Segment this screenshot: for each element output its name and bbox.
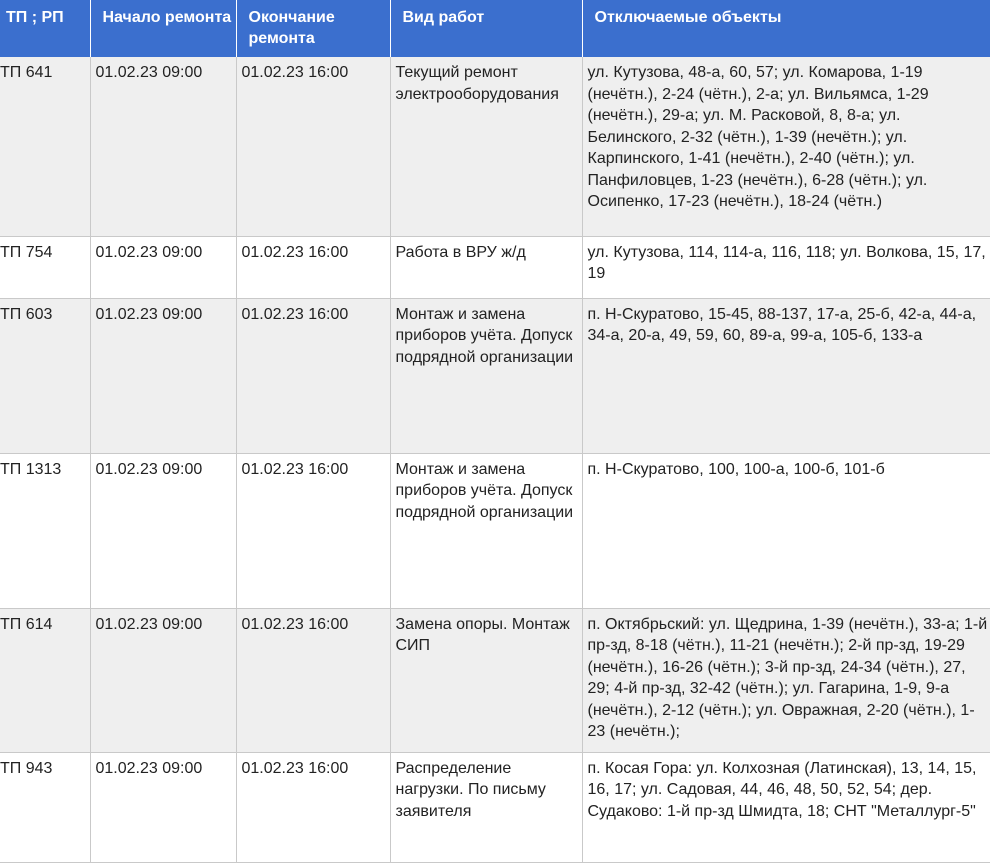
cell-tp: ТП 641 [0,57,90,236]
cell-end: 01.02.23 16:00 [236,608,390,752]
table-row [0,453,990,608]
table-row [0,752,990,862]
table-row [0,57,990,236]
cell-end: 01.02.23 16:00 [236,57,390,236]
cell-work: Распределение нагрузки. По письму заявителя [390,752,582,862]
cell-work: Работа в ВРУ ж/д [390,236,582,298]
table-row [0,236,990,298]
cell-tp: ТП 603 [0,298,90,453]
cell-start: 01.02.23 09:00 [90,298,236,453]
cell-end: 01.02.23 16:00 [236,298,390,453]
cell-objects: п. Октябрьский: ул. Щедрина, 1-39 (нечётн.), 33-а; 1-й пр-зд, 8-18 (чётн.), 11-21 (нечётн.); 2-й пр-зд, 19-29 (нечётн.), 16-26 (чётн.); 3-й пр-зд, 24-34 (чётн.), 27, 29; 4-й пр-зд, 32-42 (чётн.); ул. Гагарина, 1-9, 9-а (нечётн.), 2-12 (чётн.); ул. Овражная, 2-20 (чётн.), 1-23 (нечётн.); [582,608,990,752]
cell-work: Замена опоры. Монтаж СИП [390,608,582,752]
cell-start: 01.02.23 09:00 [90,608,236,752]
cell-work: Монтаж и замена приборов учёта. Допуск подрядной организации [390,298,582,453]
cell-start: 01.02.23 09:00 [90,57,236,236]
cell-objects: п. Н-Скуратово, 15-45, 88-137, 17-а, 25-б, 42-а, 44-а, 34-а, 20-а, 49, 59, 60, 89-а, 99-а, 105-б, 133-а [582,298,990,453]
cell-start: 01.02.23 09:00 [90,453,236,608]
cell-objects: п. Н-Скуратово, 100, 100-а, 100-б, 101-б [582,453,990,608]
cell-end: 01.02.23 16:00 [236,752,390,862]
cell-end: 01.02.23 16:00 [236,236,390,298]
cell-tp: ТП 1313 [0,453,90,608]
cell-objects: ул. Кутузова, 114, 114-а, 116, 118; ул. Волкова, 15, 17, 19 [582,236,990,298]
header-work: Вид работ [390,0,582,57]
cell-tp: ТП 943 [0,752,90,862]
table-row [0,298,990,453]
cell-objects: ул. Кутузова, 48-а, 60, 57; ул. Комарова, 1-19 (нечётн.), 2-24 (чётн.), 2-а; ул. Вильямса, 1-29 (нечётн.), 29-а; ул. М. Расковой, 8, 8-а; ул. Белинского, 2-32 (чётн.), 1-39 (нечётн.); ул. Карпинского, 1-41 (нечётн.), 2-40 (чётн.); ул. Панфиловцев, 1-23 (нечётн.), 6-28 (чётн.); ул. Осипенко, 17-23 (нечётн.), 18-24 (чётн.) [582,57,990,236]
cell-start: 01.02.23 09:00 [90,752,236,862]
header-tp: ТП ; РП [0,0,90,57]
cell-work: Монтаж и замена приборов учёта. Допуск подрядной организации [390,453,582,608]
cell-tp: ТП 614 [0,608,90,752]
table-row [0,608,990,752]
header-end: Окончание ремонта [236,0,390,57]
cell-work: Текущий ремонт электрооборудования [390,57,582,236]
header-start: Начало ремонта [90,0,236,57]
header-objects: Отключаемые объекты [582,0,990,57]
cell-start: 01.02.23 09:00 [90,236,236,298]
cell-objects: п. Косая Гора: ул. Колхозная (Латинская), 13, 14, 15, 16, 17; ул. Садовая, 44, 46, 48, 50, 52, 54; дер. Судаково: 1-й пр-зд Шмидта, 18; СНТ "Металлург-5" [582,752,990,862]
cell-end: 01.02.23 16:00 [236,453,390,608]
table-header-row [0,0,990,57]
cell-tp: ТП 754 [0,236,90,298]
